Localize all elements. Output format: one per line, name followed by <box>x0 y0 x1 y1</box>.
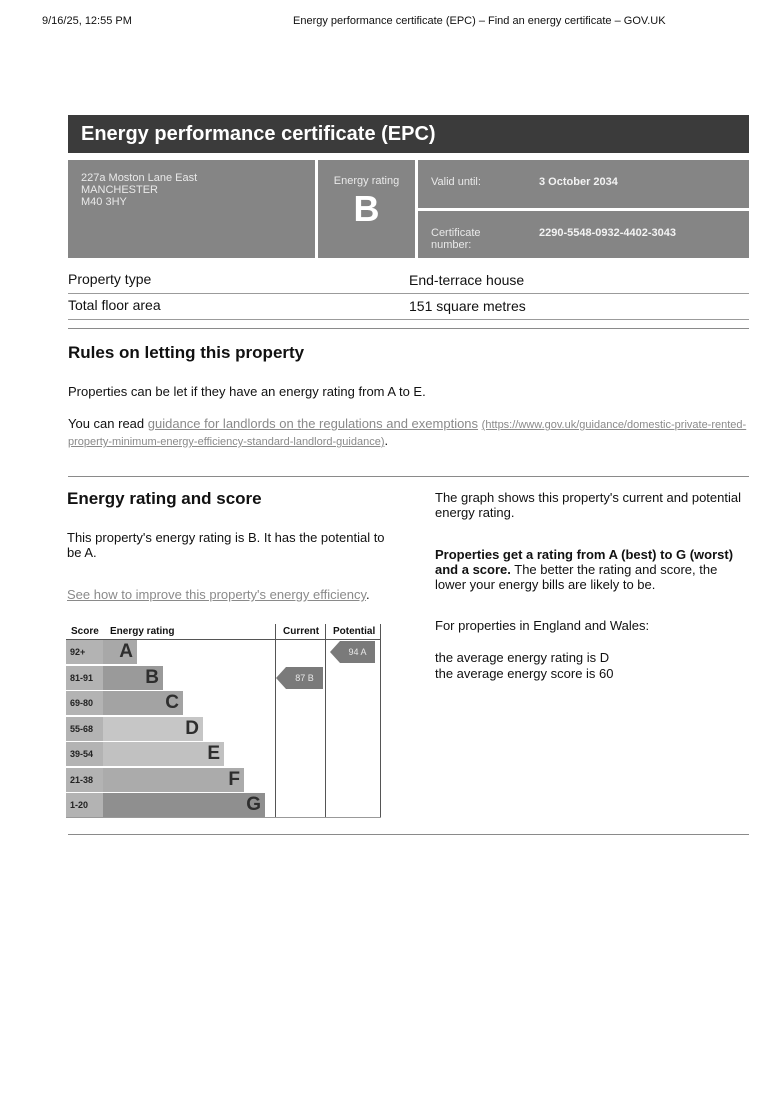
band-bar <box>103 666 163 690</box>
band-letter: G <box>246 794 261 815</box>
letting-rules-heading: Rules on letting this property <box>68 343 305 362</box>
landlord-guidance-paragraph <box>68 416 749 450</box>
rating-band-c <box>66 691 275 715</box>
rating-band-f <box>66 768 275 792</box>
band-letter: B <box>145 666 159 688</box>
address-line: M40 3HY <box>81 196 127 208</box>
table-row <box>68 294 749 320</box>
letting-rules-text: Properties can be let if they have an energy rating from A to E. <box>68 384 426 399</box>
section-divider <box>68 834 749 835</box>
rating-band-b <box>66 666 275 690</box>
average-rating: the average energy rating is D <box>435 650 610 665</box>
band-bar <box>103 793 265 817</box>
chart-divider <box>325 624 326 818</box>
floor-area-value: 151 square metres <box>409 298 526 314</box>
address-line: 227a Moston Lane East <box>81 172 198 184</box>
band-score-range: 1-20 <box>66 793 103 817</box>
guidance-suffix: . <box>384 433 389 448</box>
improve-efficiency-link[interactable]: See how to improve this property's energy efficiency <box>67 587 366 602</box>
energy-rating-label: Energy rating <box>333 175 400 187</box>
section-divider <box>68 328 749 329</box>
energy-rating-heading: Energy rating and score <box>67 489 262 508</box>
band-bar <box>103 717 203 741</box>
average-score: the average energy score is 60 <box>435 666 614 681</box>
chart-divider <box>380 624 381 818</box>
potential-rating-arrow: 94 A <box>340 641 375 663</box>
band-bar <box>103 691 183 715</box>
chart-header-potential: Potential <box>333 626 376 637</box>
band-score-range: 81-91 <box>66 666 103 690</box>
table-row <box>68 268 749 294</box>
guidance-prefix: You can read <box>68 416 148 431</box>
valid-until-value: 3 October 2034 <box>539 176 618 188</box>
valid-until-box <box>418 160 749 208</box>
epc-summary <box>68 160 749 258</box>
rating-scale-rest: The better the rating and score, the lower your energy bills are likely to be. <box>435 562 718 592</box>
epc-title-banner: Energy performance certificate (EPC) <box>68 115 749 153</box>
band-score-range: 92+ <box>66 640 103 664</box>
rating-scale-bold: Properties get a rating from A (best) to G (worst) and a score. <box>435 547 734 577</box>
current-rating-arrow: 87 B <box>286 667 323 689</box>
property-type-value: End-terrace house <box>409 272 525 288</box>
improve-paragraph <box>67 587 387 602</box>
address-box <box>68 160 315 258</box>
band-letter: D <box>185 717 199 739</box>
rating-band-e <box>66 742 275 766</box>
band-score-range: 69-80 <box>66 691 103 715</box>
landlord-guidance-url[interactable]: (https://www.gov.uk/guidance/domestic-private-rented-property-minimum-energy-efficiency-standard-landlord-guidance) <box>68 419 747 448</box>
print-date: 9/16/25, 12:55 PM <box>42 15 132 27</box>
energy-rating-summary: This property's energy rating is B. It has the potential to be A. <box>67 530 385 560</box>
band-score-range: 21-38 <box>66 768 103 792</box>
england-wales-note: For properties in England and Wales: <box>435 618 650 633</box>
certificate-number-value: 2290-5548-0932-4402-3043 <box>539 227 677 239</box>
rating-band-g <box>66 793 275 817</box>
certificate-number-box <box>418 211 749 258</box>
landlord-guidance-link[interactable]: guidance for landlords on the regulations and exemptions <box>147 416 479 431</box>
certificate-number-label: Certificate number: <box>431 227 481 251</box>
chart-header-score: Score <box>71 626 99 637</box>
chart-header-current: Current <box>283 626 320 637</box>
graph-explanation: The graph shows this property's current and potential energy rating. <box>435 490 741 520</box>
band-letter: F <box>228 768 240 790</box>
chart-divider <box>275 624 276 818</box>
section-divider <box>68 476 749 477</box>
floor-area-label: Total floor area <box>68 297 161 313</box>
rating-band-a <box>66 640 275 664</box>
band-score-range: 55-68 <box>66 717 103 741</box>
chart-header-rating: Energy rating <box>110 626 175 637</box>
property-type-label: Property type <box>68 271 152 287</box>
energy-rating-chart <box>66 624 381 819</box>
print-page-title: Energy performance certificate (EPC) – Find an energy certificate – GOV.UK <box>293 15 666 27</box>
energy-rating-value: B <box>353 188 380 229</box>
band-letter: C <box>165 692 179 713</box>
band-letter: A <box>119 641 133 662</box>
band-bar <box>103 742 224 766</box>
rating-scale-explanation <box>435 547 747 592</box>
chart-bottom-rule <box>66 817 381 818</box>
rating-band-d <box>66 717 275 741</box>
band-bar <box>103 768 244 792</box>
address-line: MANCHESTER <box>81 184 159 196</box>
valid-until-label: Valid until: <box>431 176 481 188</box>
band-bar <box>103 640 137 664</box>
band-score-range: 39-54 <box>66 742 103 766</box>
energy-rating-box <box>318 160 415 258</box>
property-details-table <box>68 268 749 320</box>
improve-suffix: . <box>365 587 370 602</box>
band-letter: E <box>207 743 220 764</box>
